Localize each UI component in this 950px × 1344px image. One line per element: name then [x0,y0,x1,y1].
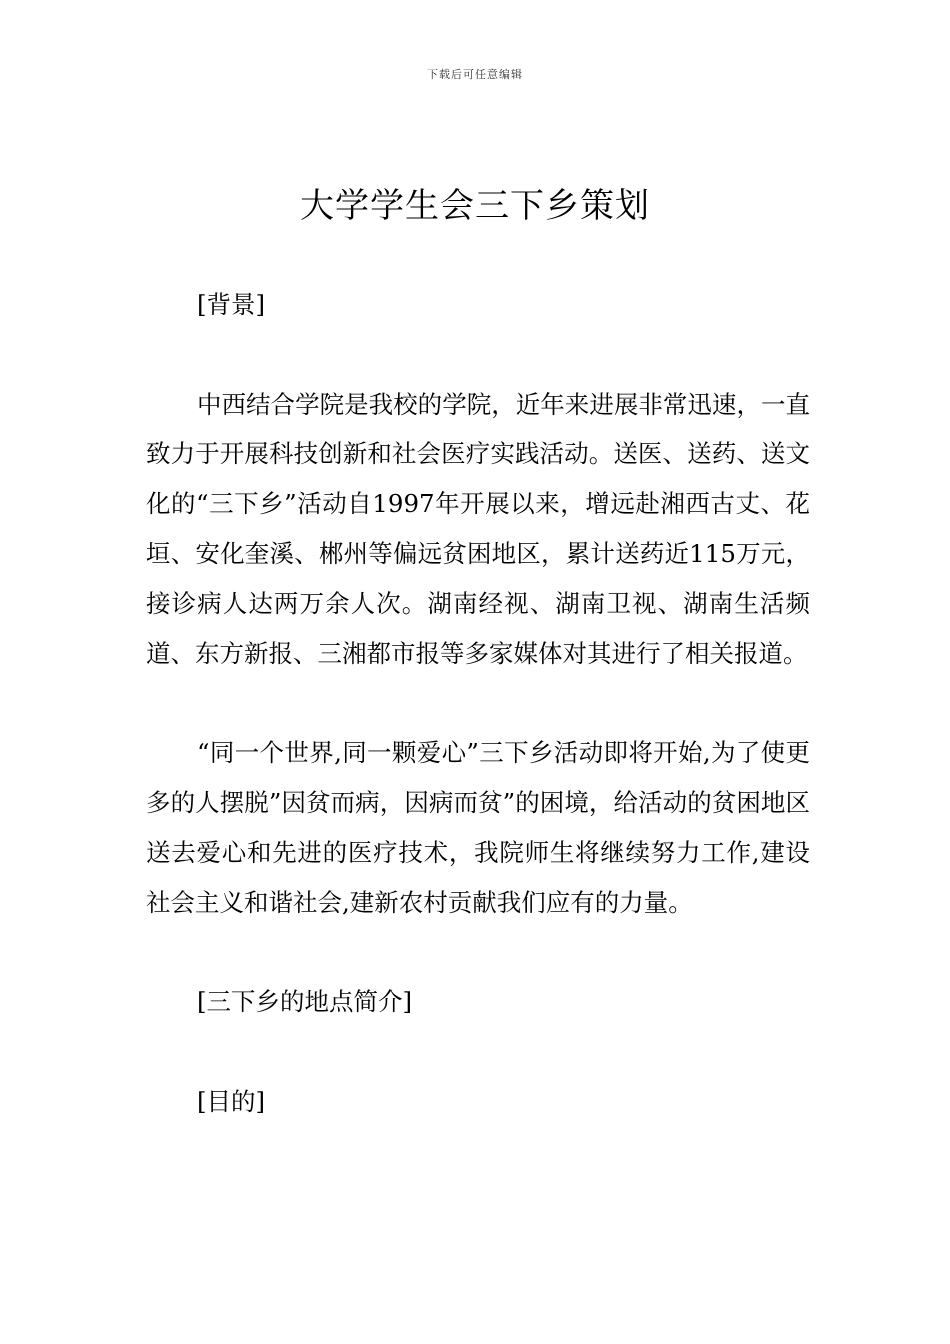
paragraph-spacer [146,678,810,728]
paragraph-background-1: 中西结合学院是我校的学院，近年来进展非常迅速，一直致力于开展科技创新和社会医疗实践活动。送医、送药、送文化的“三下乡”活动自1997年开展以来，增远赴湘西古丈、花垣、安化奎溪、郴州等偏远贫困地区，累计送药近115万元，接诊病人达两万余人次。湖南经视、湖南卫视、湖南生活频道、东方新报、三湘都市报等多家媒体对其进行了相关报道。 [146,389,810,668]
section-heading-location: [三下乡的地点简介] [197,987,413,1017]
document-body [146,280,810,1127]
document-title: 大学学生会三下乡策划 [300,186,650,226]
section-heading-purpose: [目的] [197,1086,266,1116]
paragraph-background-2: “同一个世界,同一颗爱心”三下乡活动即将开始,为了使更多的人摆脱”因贫而病，因病而贫”的困境，给活动的贫困地区送去爱心和先进的医疗技术，我院师生将继续努力工作,建设社会主义和谐社会,建新农村贡献我们应有的力量。 [146,738,810,917]
section-heading-background: [背景] [197,290,266,319]
paragraph-spacer [146,1027,810,1077]
paragraph-spacer [146,927,810,977]
page-header-note: 下载后可任意编辑 [427,68,523,81]
paragraph-spacer [146,330,810,380]
